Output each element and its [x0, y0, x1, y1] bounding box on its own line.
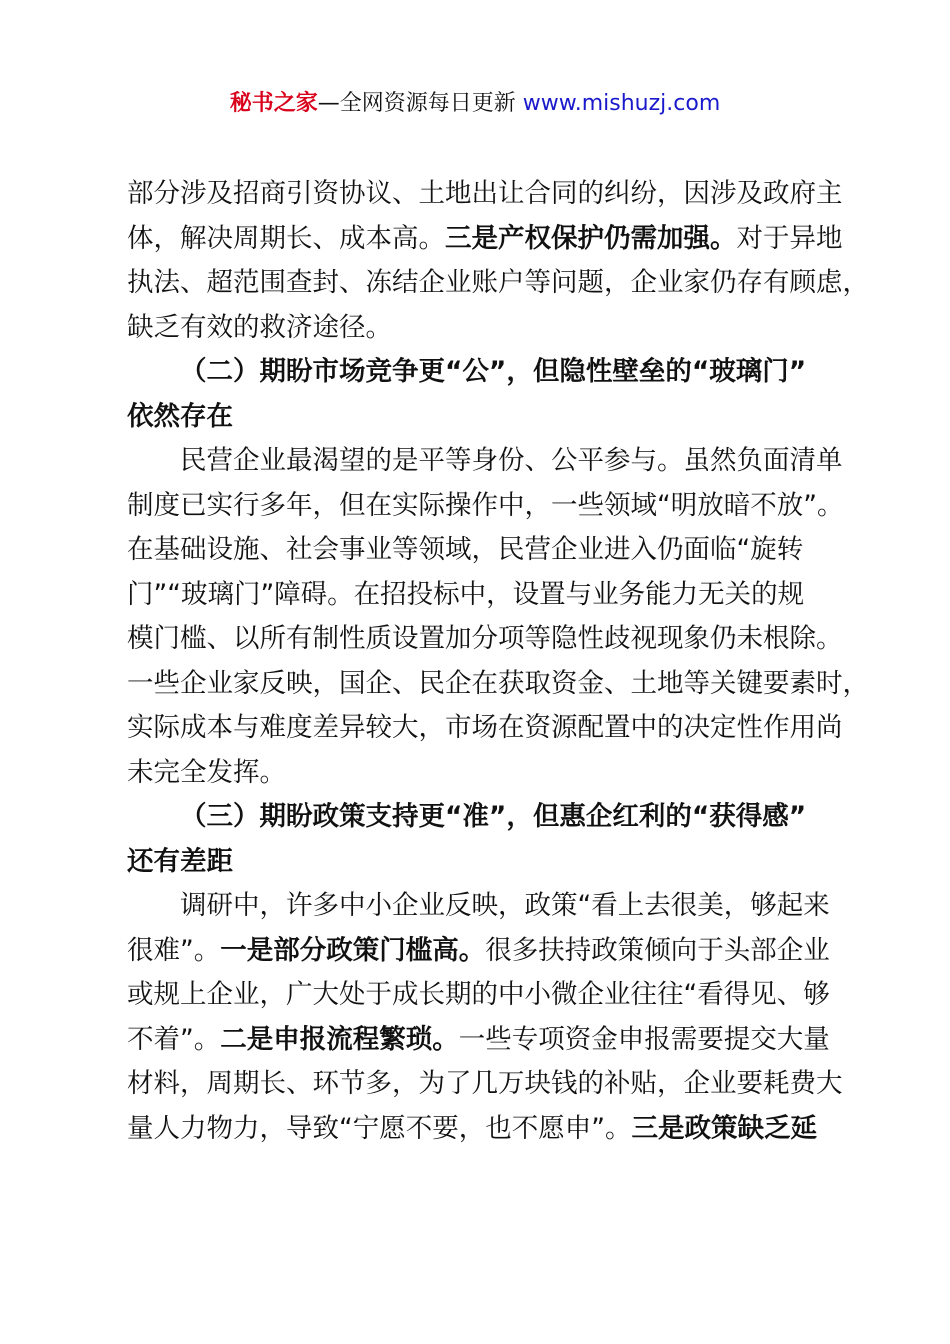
text-line: 执法、超范围查封、冻结企业账户等问题，企业家仍存有顾虑，: [127, 267, 869, 298]
text-run: 量人力物力，导致“宁愿不要，也不愿申”。: [127, 1112, 632, 1144]
text-line: 未完全发挥。: [127, 756, 286, 788]
site-url-link[interactable]: www.mishuzj.com: [515, 91, 721, 116]
text-line: 实际成本与难度差异较大，市场在资源配置中的决定性作用尚: [127, 712, 843, 743]
text-run: 一些专项资金申报需要提交大量: [458, 1023, 830, 1055]
section-heading-3: [127, 798, 839, 887]
text-line: 模门槛、以所有制性质设置加分项等隐性歧视现象仍未根除。: [127, 623, 843, 654]
text-line: 一些企业家反映，国企、民企在获取资金、土地等关键要素时，: [127, 667, 869, 699]
text-run: 体，解决周期长、成本高。: [127, 222, 445, 254]
text-line: [127, 1110, 839, 1155]
heading-line: 依然存在: [127, 400, 233, 432]
text-line: 部分涉及招商引资协议、土地出让合同的纠纷，因涉及政府主: [127, 178, 843, 209]
text-line: 民营企业最渴望的是平等身份、公平参与。虽然负面清单: [180, 445, 843, 476]
paragraph-property-rights: [127, 175, 869, 353]
bold-run: 三是产权保护仍需加强。: [445, 222, 737, 254]
text-run: 不着”。: [127, 1023, 221, 1055]
text-line: 门”“玻璃门”障碍。在招投标中，设置与业务能力无关的规: [127, 578, 805, 610]
text-line: [127, 932, 839, 977]
heading-line: （三）期盼政策支持更“准”，但惠企红利的“获得感”: [180, 801, 807, 832]
site-header: [0, 88, 950, 120]
text-line: 材料，周期长、环节多，为了几万块钱的补贴，企业要耗费大: [127, 1068, 843, 1099]
text-run: 对于异地: [736, 222, 843, 254]
header-slogan: —全网资源每日更新: [317, 91, 516, 116]
heading-line: 还有差距: [127, 845, 233, 877]
text-run: 很多扶持政策倾向于头部企业: [485, 934, 830, 966]
document-body: [127, 175, 869, 1154]
section-heading-2: [127, 353, 839, 442]
text-line: 调研中，许多中小企业反映，政策“看上去很美，够起来: [180, 890, 830, 921]
text-line: [127, 220, 843, 265]
text-line: 或规上企业，广大处于成长期的中小微企业往往“看得见、够: [127, 979, 830, 1010]
text-line: 在基础设施、社会事业等领域，民营企业进入仍面临“旋转: [127, 534, 804, 565]
brand-name: 秘书之家: [229, 91, 318, 116]
text-line: 缺乏有效的救济途径。: [127, 311, 392, 343]
paragraph-policy-support: [127, 887, 843, 1154]
bold-run: 三是政策缺乏延: [631, 1112, 817, 1144]
text-line: 制度已实行多年，但在实际操作中，一些领域“明放暗不放”。: [127, 489, 844, 521]
bold-run: 一是部分政策门槛高。: [220, 934, 486, 966]
heading-line: （二）期盼市场竞争更“公”，但隐性壁垒的“玻璃门”: [180, 356, 807, 387]
paragraph-market-competition: [127, 442, 869, 798]
bold-run: 二是申报流程繁琐。: [220, 1023, 459, 1055]
text-line: [127, 1021, 839, 1066]
text-run: 很难”。: [127, 934, 221, 966]
